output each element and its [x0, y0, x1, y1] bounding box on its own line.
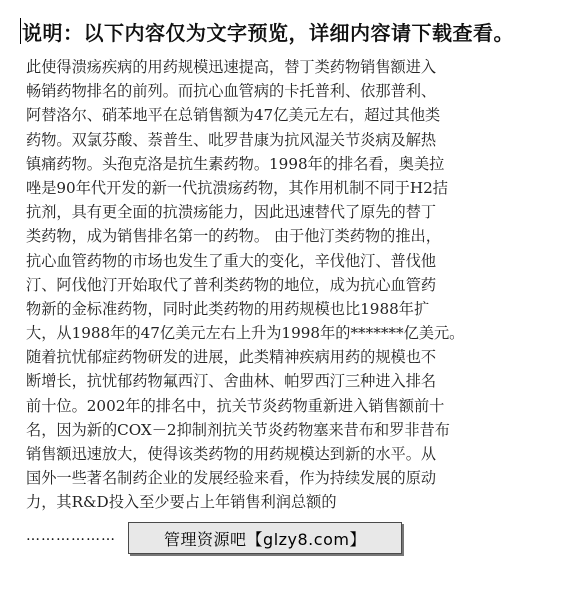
document-line: 汀、阿伐他汀开始取代了普利类药物的地位，成为抗心血管药: [26, 275, 437, 294]
document-line: 国外一些著名制药企业的发展经验来看，作为持续发展的原动: [26, 469, 437, 488]
document-line: 抗心血管药物的市场也发生了重大的变化，辛伐他汀、普伐他: [26, 251, 437, 270]
document-line: 随着抗忧郁症药物研发的进展，此类精神疾病用药的规模也不: [26, 348, 437, 367]
text-cursor: [20, 18, 21, 44]
truncation-ellipsis: ………………: [26, 528, 116, 544]
document-line: 断增长，抗忧郁药物氟西汀、舍曲林、帕罗西汀三种进入排名: [26, 372, 437, 391]
document-line: 前十位。2002年的排名中，抗关节炎药物重新进入销售额前十: [26, 396, 445, 415]
source-watermark-text: 管理资源吧【glzy8.com】: [164, 529, 366, 549]
document-line: 类药物，成为销售排名第一的药物。 由于他汀类药物的推出，: [26, 227, 441, 246]
document-line: 名，因为新的COX－2抑制剂抗关节炎药物塞来昔布和罗非昔布: [26, 420, 450, 439]
document-line: 药物。双氯芬酸、萘普生、吡罗昔康为抗风湿关节炎病及解热: [26, 130, 437, 149]
document-line: 阿替洛尔、硝苯地平在总销售额为47亿美元左右，超过其他类: [26, 106, 441, 125]
document-line: 物新的金标准药物，同时此类药物的用药规模也比1988年扩: [26, 299, 430, 318]
document-line: 抗剂，具有更全面的抗溃疡能力，因此迅速替代了原先的替丁: [26, 203, 437, 222]
document-line: 大，从1988年的47亿美元左右上升为1998年的*******亿美元。: [26, 324, 465, 343]
preview-notice: [20, 14, 565, 48]
document-line: 力，其R&D投入至少要占上年销售利润总额的: [26, 493, 337, 512]
preview-notice-text: 说明：以下内容仅为文字预览，详细内容请下载查看。: [22, 20, 514, 45]
document-body: [26, 55, 546, 515]
document-line: 唑是90年代开发的新一代抗溃疡药物，其作用机制不同于H2拮: [26, 178, 448, 197]
document-line: 镇痛药物。头孢克洛是抗生素药物。1998年的排名看，奥美拉: [26, 154, 445, 173]
source-watermark-box: [128, 522, 402, 554]
document-line: 畅销药物排名的前列。而抗心血管病的卡托普利、依那普利、: [26, 82, 437, 101]
document-line: 销售额迅速放大，使得该类药物的用药规模达到新的水平。从: [26, 445, 437, 463]
document-line: 此使得溃疡疾病的用药规模迅速提高，替丁类药物销售额进入: [26, 58, 437, 76]
